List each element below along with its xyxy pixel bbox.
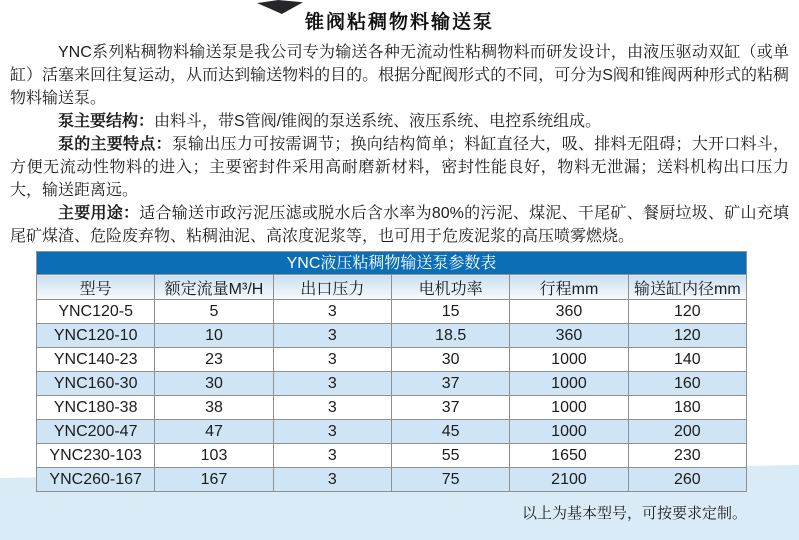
column-header-stroke: 行程mm xyxy=(510,275,628,300)
custom-order-footnote: 以上为基本型号，可按要求定制。 xyxy=(521,505,747,522)
parameter-table xyxy=(36,274,747,492)
table-cell: 55 xyxy=(391,444,509,468)
table-cell: 3 xyxy=(273,396,391,420)
table-cell: 1000 xyxy=(510,396,628,420)
description-block xyxy=(0,34,799,248)
table-cell: 3 xyxy=(273,444,391,468)
table-cell: 75 xyxy=(391,468,509,492)
table-cell: 15 xyxy=(391,300,509,324)
features-text: 泵输出压力可按需调节；换向结构简单；料缸直径大，吸、排料无阻碍；大开口料斗，方便无流动性物料的进入；主要密封件采用高耐磨新材料，密封性能良好，物料无泄漏；送料机构出口压力大，输送距离远。 xyxy=(10,136,789,199)
table-cell: YNC180-38 xyxy=(37,396,155,420)
table-cell: 37 xyxy=(391,396,509,420)
table-cell: YNC140-23 xyxy=(37,348,155,372)
table-cell: 47 xyxy=(155,420,273,444)
column-header-motor-power: 电机功率 xyxy=(391,275,509,300)
table-cell: 3 xyxy=(273,420,391,444)
table-cell: 3 xyxy=(273,348,391,372)
table-cell: YNC120-5 xyxy=(37,300,155,324)
column-header-flow: 额定流量M³/H xyxy=(155,275,273,300)
structure-text: 由料斗，带S管阀/锥阀的泵送系统、液压系统、电控系统组成。 xyxy=(154,113,602,130)
structure-paragraph xyxy=(10,110,789,133)
table-cell: 1000 xyxy=(510,372,628,396)
table-cell: 18.5 xyxy=(391,324,509,348)
table-cell: 30 xyxy=(391,348,509,372)
table-row xyxy=(37,348,747,372)
table-cell: 230 xyxy=(628,444,746,468)
table-cell: 140 xyxy=(628,348,746,372)
column-header-cylinder-bore: 输送缸内径mm xyxy=(628,275,746,300)
table-cell: YNC120-10 xyxy=(37,324,155,348)
table-cell: 103 xyxy=(155,444,273,468)
table-row xyxy=(37,300,747,324)
table-cell: 180 xyxy=(628,396,746,420)
table-cell: 1000 xyxy=(510,348,628,372)
page-title: 锥阀粘稠物料输送泵 xyxy=(304,12,494,33)
table-cell: 167 xyxy=(155,468,273,492)
table-title: YNC液压粘稠物输送泵参数表 xyxy=(36,251,747,274)
usage-text: 适合输送市政污泥压滤或脱水后含水率为80%的污泥、煤泥、干尾矿、餐厨垃圾、矿山充填尾矿煤渣、危险废弃物、粘稠油泥、高浓度泥浆等，也可用于危废泥浆的高压喷雾燃烧。 xyxy=(10,205,789,245)
features-paragraph xyxy=(10,133,789,202)
table-cell: 1000 xyxy=(510,420,628,444)
table-row xyxy=(37,468,747,492)
column-header-model: 型号 xyxy=(37,275,155,300)
usage-paragraph xyxy=(10,202,789,248)
table-cell: YNC260-167 xyxy=(37,468,155,492)
table-cell: 2100 xyxy=(510,468,628,492)
table-cell: 3 xyxy=(273,372,391,396)
table-cell: 37 xyxy=(391,372,509,396)
table-cell: YNC200-47 xyxy=(37,420,155,444)
table-cell: 360 xyxy=(510,300,628,324)
parameter-table-section xyxy=(36,251,747,492)
table-row xyxy=(37,444,747,468)
table-row xyxy=(37,420,747,444)
table-cell: 3 xyxy=(273,324,391,348)
table-cell: 30 xyxy=(155,372,273,396)
table-body xyxy=(37,300,747,492)
table-row xyxy=(37,396,747,420)
table-cell: 1650 xyxy=(510,444,628,468)
table-header-row xyxy=(37,275,747,300)
table-cell: 3 xyxy=(273,300,391,324)
intro-paragraph: YNC系列粘稠物料输送泵是我公司专为输送各种无流动性粘稠物料而研发设计，由液压驱动双缸（或单缸）活塞来回往复运动，从而达到输送物料的目的。根据分配阀形式的不同，可分为S阀和锥阀两种形式的粘稠物料输送泵。 xyxy=(10,44,789,107)
features-label: 泵的主要特点： xyxy=(58,136,172,153)
table-cell: 38 xyxy=(155,396,273,420)
usage-label: 主要用途： xyxy=(58,205,140,222)
table-cell: 200 xyxy=(628,420,746,444)
table-row xyxy=(37,372,747,396)
table-cell: 120 xyxy=(628,324,746,348)
structure-label: 泵主要结构： xyxy=(58,113,155,130)
table-cell: 10 xyxy=(155,324,273,348)
table-cell: 260 xyxy=(628,468,746,492)
table-cell: YNC230-103 xyxy=(37,444,155,468)
table-cell: 45 xyxy=(391,420,509,444)
table-cell: 160 xyxy=(628,372,746,396)
table-cell: 360 xyxy=(510,324,628,348)
table-cell: 23 xyxy=(155,348,273,372)
table-cell: YNC160-30 xyxy=(37,372,155,396)
table-cell: 120 xyxy=(628,300,746,324)
table-row xyxy=(37,324,747,348)
column-header-pressure: 出口压力 xyxy=(273,275,391,300)
table-cell: 5 xyxy=(155,300,273,324)
table-cell: 3 xyxy=(273,468,391,492)
